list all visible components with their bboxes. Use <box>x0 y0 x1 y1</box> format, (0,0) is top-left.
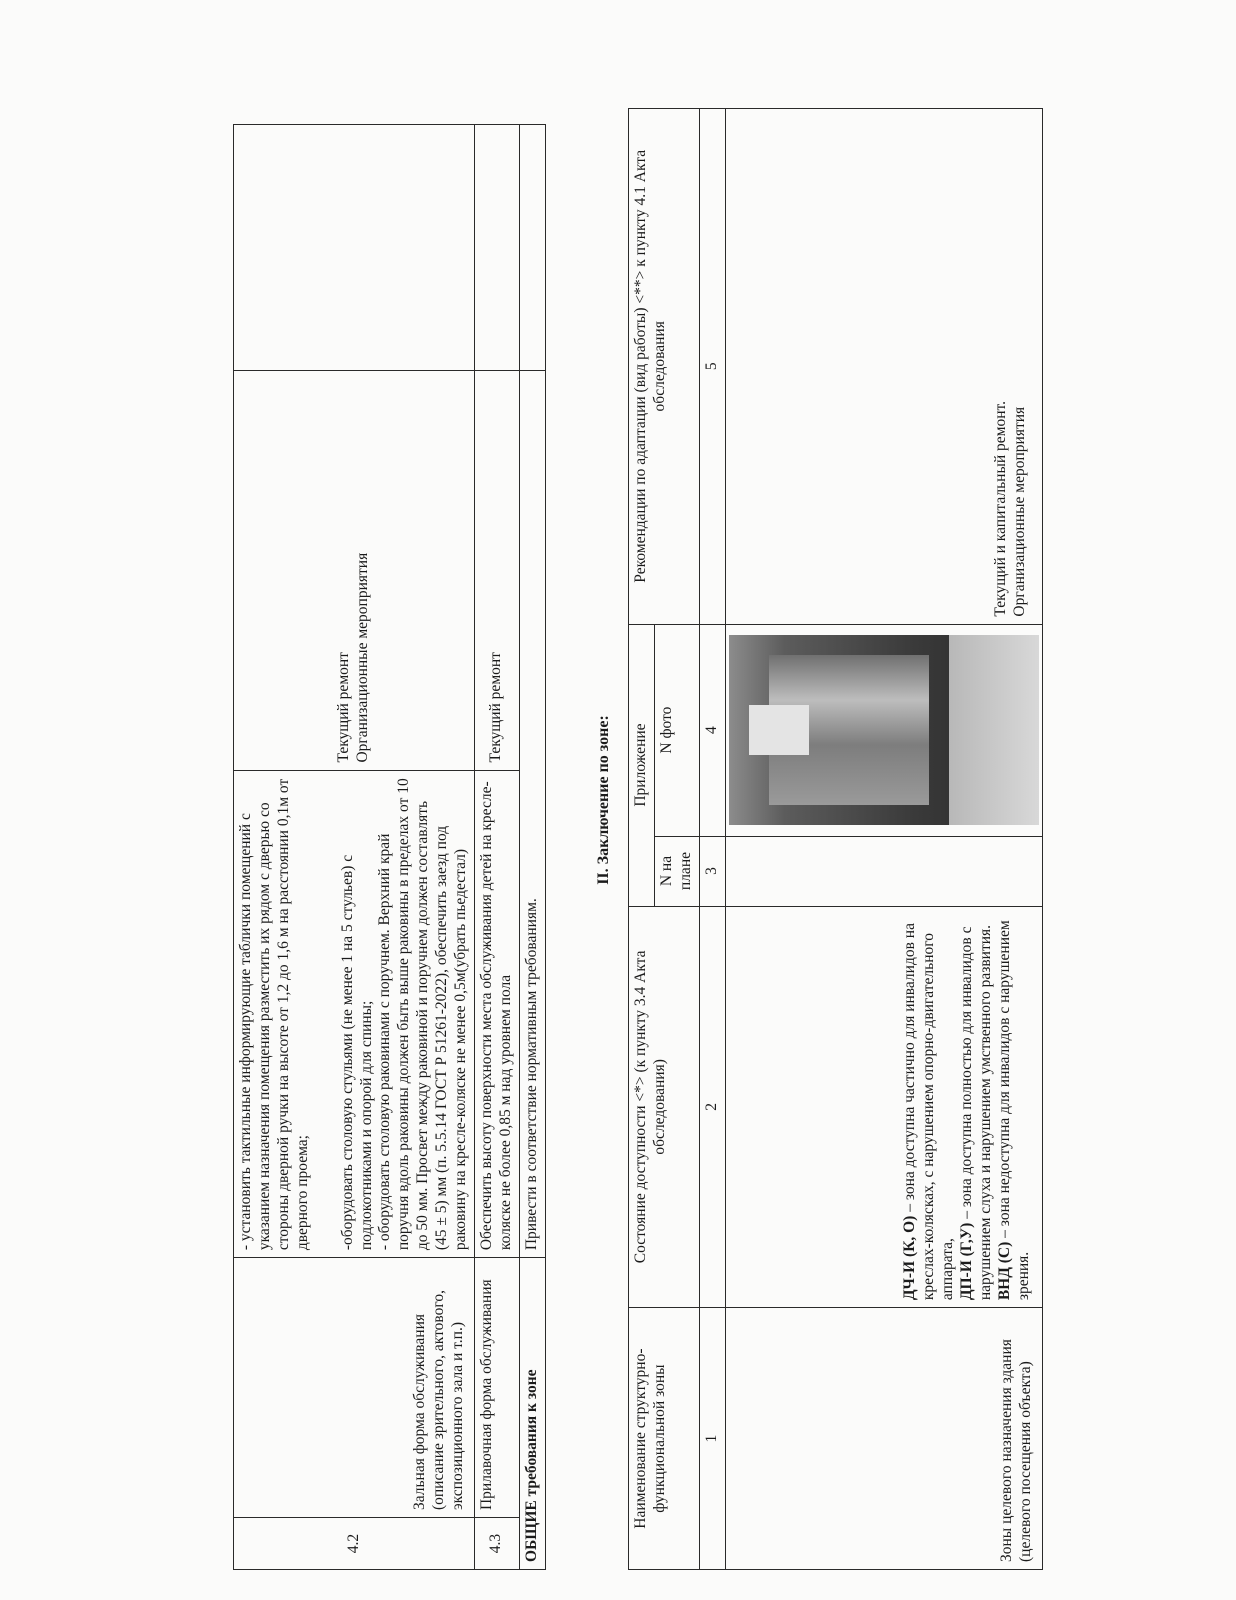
column-number: 2 <box>699 906 725 1308</box>
photo-window <box>749 705 809 755</box>
general-requirements-label: ОБЩИЕ требования к зоне <box>519 1258 545 1570</box>
column-number: 3 <box>699 836 725 906</box>
photo-cell <box>725 624 1042 836</box>
status-code: ВНД (С) <box>995 1241 1013 1301</box>
table-row <box>474 125 519 1570</box>
column-number: 4 <box>699 624 725 836</box>
conclusion-table <box>628 108 1043 1570</box>
status-text: – зона доступна частично для инвалидов на креслах-колясках, с нарушением опорно-двигательного аппарата, <box>901 923 957 1301</box>
recommendation-text: Текущий ремонт <box>335 652 353 763</box>
requirement-text: Обеспечить высоту поверхности места обслуживания детей на кресле-коляске не более 0,85 м над уровнем пола <box>474 770 519 1258</box>
requirement-text: - оборудовать столовую раковинами с поручнем. Верхний край поручня вдоль раковины должен быть выше раковины в пределах от 10 до 50 мм. Просвет между раковиной и поручнем должен составлять (45 ± 5) мм (п. 5.5.14 ГОСТ Р 51261-2022), обеспечить заезд под раковину на кресле-коляске не менее 0,5м(убрать пьедестал) <box>376 778 470 1251</box>
plan-number <box>725 836 1042 906</box>
header-recommendations: Рекомендации по адаптации (вид работы) <**> к пункту 4.1 Акта обследования <box>629 109 700 625</box>
recommendation-text: Текущий ремонт <box>474 370 519 770</box>
room-photo <box>729 635 1039 825</box>
empty-cell <box>474 125 519 371</box>
accessibility-status <box>725 906 1042 1308</box>
header-plan-number: N на плане <box>654 836 699 906</box>
header-status: Состояние доступности <*> (к пункту 3.4 Акта обследования) <box>629 906 700 1308</box>
recommendation-cell <box>234 370 475 770</box>
status-code: ДП-И (Г,У) <box>958 1222 975 1301</box>
recommendation-text: Организационные мероприятия <box>353 552 371 763</box>
header-photo-number: N фото <box>654 624 699 836</box>
table-row <box>725 109 1042 1570</box>
item-number: 4.3 <box>474 1518 519 1570</box>
requirements-cell <box>234 770 475 1258</box>
requirement-text: -оборудовать столовую стульями (не менее 1 на 5 стульев) с подлокотниками и опорой для спины; <box>338 854 375 1251</box>
table-row <box>234 125 475 1570</box>
column-number: 5 <box>699 109 725 625</box>
service-form-name: Прилавочная форма обслуживания <box>474 1258 519 1518</box>
service-form-name: Зальная форма обслуживания (описание зрительного, актового, экспозиционного зала и т.п.) <box>234 1258 475 1518</box>
recommendation-text: Организационные мероприятия <box>1010 406 1028 617</box>
column-numbers-row <box>699 109 725 1570</box>
header-zone-name: Наименование структурно-функциональной зоны <box>629 1308 700 1570</box>
recommendation-cell <box>725 109 1042 625</box>
status-text: – зона недоступна для инвалидов с нарушением зрения. <box>995 920 1032 1301</box>
photo-floor <box>949 635 1039 825</box>
header-appendix: Приложение <box>629 624 655 906</box>
column-number: 1 <box>699 1308 725 1570</box>
zone-name: Зоны целевого назначения здания (целевого посещения объекта) <box>725 1308 1042 1570</box>
section-title: II. Заключение по зоне: <box>595 715 612 885</box>
requirement-text: - установить тактильные информирующие таблички помещений с указанием назначения помещения разместить их рядом с дверью со стороны дверной ручки на высоте от 1,2 до 1,6 м на расстоянии 0,1м от дверного проема; <box>237 778 311 1251</box>
general-requirements-text: Привести в соответствие нормативным требованиям. <box>519 370 545 1257</box>
status-text: – зона доступна полностью для инвалидов с нарушением слуха и нарушением умственного развития. <box>958 924 994 1301</box>
recommendation-text: Текущий и капитальный ремонт. <box>991 401 1009 617</box>
empty-cell <box>519 125 545 371</box>
status-code: ДЧ-И (К, О) <box>901 1215 919 1301</box>
requirements-table <box>233 124 546 1570</box>
table-row <box>519 125 545 1570</box>
item-number: 4.2 <box>234 1518 475 1570</box>
empty-cell <box>234 125 475 371</box>
